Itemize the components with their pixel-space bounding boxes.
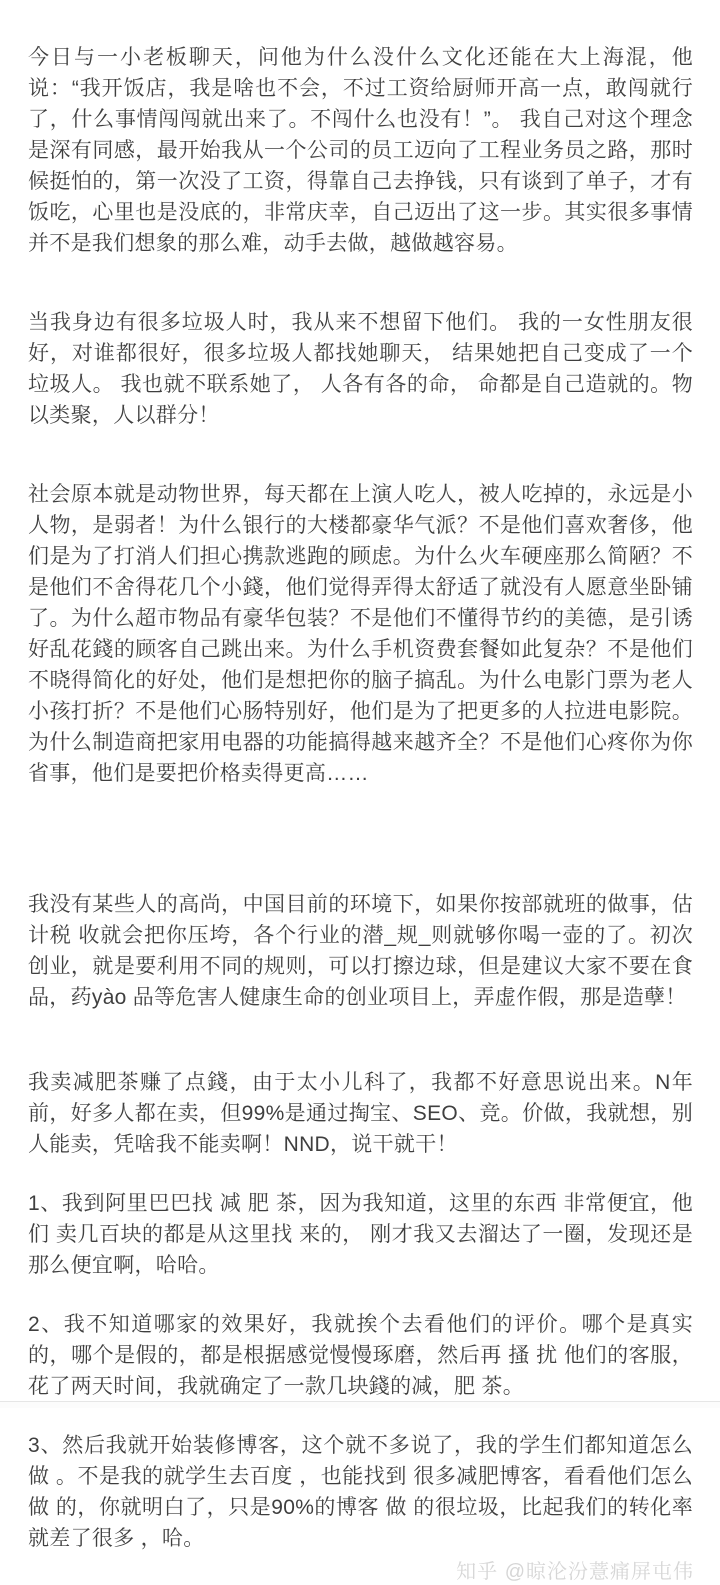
article-paragraph: 今日与一小老板聊天，问他为什么没什么文化还能在大上海混，他说：“我开饭店，我是啥也不会，不过工资给厨师开高一点，敢闯就行了，什么事情闯闯就出来了。不闯什么也没有！”。 我自己对这个理念是深有同感，最开始我从一个公司的员工迈向了工程业务员之路，那时候挺怕的，第一次没了工资，得靠自己去挣钱，只有谈到了单子，才有饭吃，心里也是没底的，非常庆幸，自己迈出了这一步。其实很多事情并不是我们想象的那么难，动手去做，越做越容易。 — [28, 46, 693, 255]
article-paragraph: 我卖减肥茶赚了点錢，由于太小儿科了，我都不好意思说出来。N年前，好多人都在卖，但99%是通过掏宝、SEO、竞。价做，我就想，别人能卖，凭啥我不能卖啊！NND，说干就干！ — [28, 1071, 693, 1156]
bottom-divider — [0, 1401, 720, 1408]
zhihu-watermark: 知乎 @晾沦汾薏痛屏屯伟 — [456, 1561, 694, 1583]
article-paragraph: 当我身边有很多垃圾人时，我从来不想留下他们。 我的一女性朋友很好，对谁都很好，很多垃圾人都找她聊天， 结果她把自己变成了一个垃圾人。 我也就不联系她了， 人各有各的命， 命都是自己造就的。物以类聚，人以群分！ — [28, 311, 693, 427]
article-paragraph: 我没有某些人的高尚，中国目前的环境下，如果你按部就班的做事，估计税 收就会把你压垮，各个行业的潜_规_则就够你喝一壶的了。初次创业，就是要利用不同的规则，可以打擦边球，但是建议大家不要在食品，药yào 品等危害人健康生命的创业项目上，弄虚作假，那是造孽！ — [28, 893, 693, 1009]
article-paragraph: 1、我到阿里巴巴找 减 肥 茶，因为我知道，这里的东西 非常便宜，他们 卖几百块的都是从这里找 来的， 刚才我又去溜达了一圈，发现还是那么便宜啊，哈哈。 — [28, 1192, 693, 1277]
article-paragraph: 社会原本就是动物世界，每天都在上演人吃人，被人吃掉的，永远是小人物，是弱者！为什么银行的大楼都豪华气派？不是他们喜欢奢侈，他们是为了打消人们担心携款逃跑的顾虑。为什么火车硬座那么简陋？不是他们不舍得花几个小錢，他们觉得弄得太舒适了就没有人愿意坐卧铺了。为什么超市物品有豪华包装？不是他们不懂得节约的美德，是引诱好乱花錢的顾客自己跳出来。为什么手机资费套餐如此复杂？不是他们不晓得简化的好处，他们是想把你的脑子搞乱。为什么电影门票为老人小孩打折？不是他们心肠特别好，他们是为了把更多的人拉进电影院。为什么制造商把家用电器的功能搞得越来越齐全？不是他们心疼你为你省事，他们是要把价格卖得更高…… — [28, 483, 693, 785]
article-paragraph: 3、然后我就开始装修博客，这个就不多说了，我的学生们都知道怎么做 。不是我的就学生去百度 ，也能找到 很多减肥博客，看看他们怎么做 的，你就明白了，只是90%的博客 做 的很垃圾，比起我们的转化率就差了很多 ，哈。 — [28, 1434, 693, 1550]
article-paragraph: 2、我不知道哪家的效果好，我就挨个去看他们的评价。哪个是真实的，哪个是假的，都是根据感觉慢慢琢磨，然后再 搔 扰 他们的客服，花了两天时间，我就确定了一款几块錢的减，肥 茶。 — [28, 1313, 693, 1398]
